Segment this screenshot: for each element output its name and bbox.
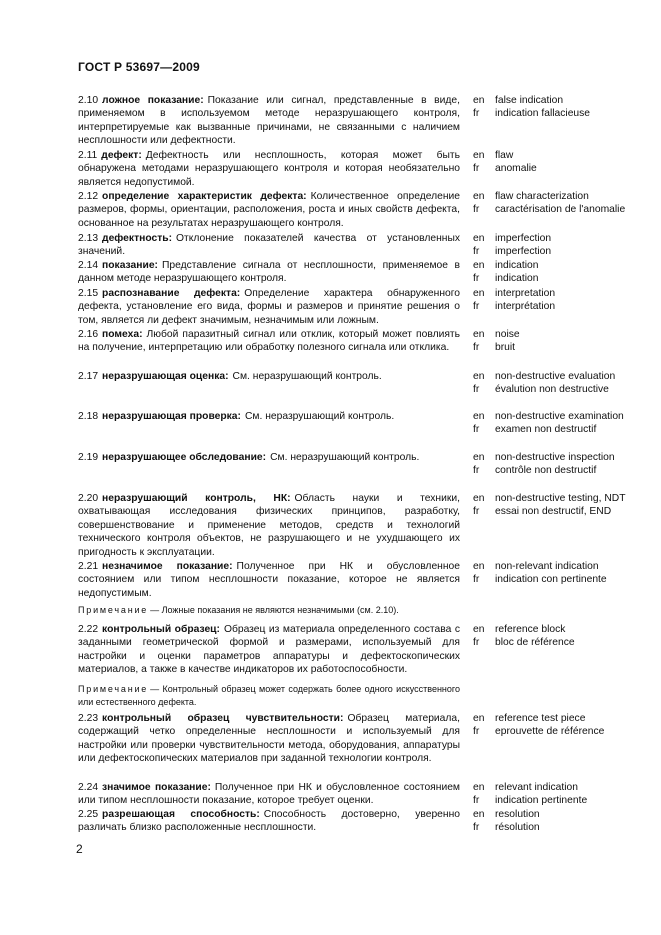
en-translation: en interpretation [473,288,556,299]
entry-translations [473,370,633,397]
entry-definition [78,232,460,259]
entry-term: помеха: [102,329,143,340]
entry-translations [473,623,633,650]
entry-number: 2.13 [78,233,99,244]
entry-term: незначимое показание: [102,561,233,572]
en-translation: en non-destructive testing, NDT [473,493,626,504]
en-translation: en non-destructive examination [473,411,624,422]
en-translation: en relevant indication [473,782,578,793]
lang-code-en: en [473,95,485,106]
page-number: 2 [76,842,83,856]
entry-term: контрольный образец: [102,624,220,635]
en-translation: en non-destructive inspection [473,452,615,463]
fr-translation: fr bruit [473,342,516,354]
entry-translations [473,232,633,259]
en-translation: en non-relevant indication [473,561,599,572]
en-translation: en noise [473,329,520,340]
entry-definition [78,370,460,383]
entry-text: Способность достоверно, уверенно различать близко расположенные несплошности. [78,809,460,834]
fr-translation: fr imperfection [473,246,552,258]
note-text: — Ложные показания не являются незначимыми (см. 2.10). [150,605,399,615]
entry-definition [78,287,460,327]
note-label: Примечание [78,605,149,615]
entry-number: 2.20 [78,493,99,504]
fr-translation: fr indication pertinente [473,795,588,807]
entry-text: Представление сигнала от несплошности, применяемое в данном методе неразрушающего контроля. [78,260,460,285]
entry-translations [473,190,633,217]
entry-term: ложное показание: [102,95,204,106]
entry-definition [78,808,460,835]
entry-number: 2.22 [78,624,99,635]
fr-translation: fr eprouvette de référence [473,726,605,738]
entry-definition [78,149,460,189]
entry-translations [473,451,633,478]
entry-translations [473,492,633,519]
entry-number: 2.10 [78,95,99,106]
entry-translations [473,781,633,808]
entry-text: Образец из материала определенного состава с заданными геометрической формой и размерами, используемый для настройки и оценки параметров аппаратуры и дефектоскопических материалов, а также в качестве индикаторов их работоспособности. [78,624,460,676]
entry-text: Полученное при НК и обусловленное состоянием или типом несплошности показание, которое не является недопустимым. [78,561,460,599]
entry-definition [78,623,460,677]
entry-number: 2.24 [78,782,99,793]
entry-number: 2.25 [78,809,99,820]
entry-definition [78,328,460,355]
entry-term: неразрушающая оценка: [102,371,229,382]
fr-translation: fr contrôle non destructif [473,465,597,477]
fr-translation: fr essai non destructif, END [473,506,612,518]
entry-translations [473,259,633,286]
entry-number: 2.18 [78,411,99,422]
fr-translation: fr bloc de référence [473,637,575,649]
entry-term: распознавание дефекта: [102,288,241,299]
entry-term: неразрушающий контроль, НК: [102,493,291,504]
entry-text: Показание или сигнал, представленные в виде, применяемом в используемом методе неразрушающего контроля, интерпретируемые как вызванные причинами, не связанными с наличием несплошности или дефектности. [78,95,460,147]
entry-term: определение характеристик дефекта: [102,191,307,202]
entry-definition [78,94,460,148]
fr-translation: fr indication fallacieuse [473,108,591,120]
entry-number: 2.12 [78,191,99,202]
entry-term: дефект: [101,150,142,161]
en-translation: en flaw characterization [473,191,589,202]
en-translation: en false indication [473,95,564,106]
entry-translations [473,560,633,587]
entry-number: 2.14 [78,260,99,271]
entry-term: значимое показание: [102,782,211,793]
note-2-22 [78,683,460,708]
entry-number: 2.15 [78,288,99,299]
entry-text: Полученное при НК и обусловленное состоянием или типом несплошности показание, которое требует оценки. [78,782,461,807]
entry-text: Область науки и техники, охватывающая исследования физических принципов, разработку, совершенствование и применение методов, средств и технологий технического контроля объектов, не разрушающего и не ухудшающего их пригодность к эксплуатации. [78,493,460,558]
entry-definition [78,492,460,559]
entry-definition [78,560,460,600]
note-text: — Контрольный образец может содержать более одного искусственного или естественного дефекта. [78,684,460,707]
fr-translation: fr indication con pertinente [473,574,607,586]
entry-text: См. неразрушающий контроль. [244,411,395,422]
entry-text: Любой паразитный сигнал или отклик, который может повлиять на получение, интерпретацию или обработку полезного сигнала или отклика. [78,329,460,354]
entry-number: 2.21 [78,561,99,572]
entry-term: контрольный образец чувствительности: [102,713,344,724]
fr-translation: fr anomalie [473,163,537,175]
en-translation: en reference test piece [473,713,586,724]
entry-term: неразрушающее обследование: [102,452,267,463]
entry-text: См. неразрушающий контроль. [232,371,382,382]
entry-translations [473,712,633,739]
entry-definition [78,410,460,423]
entry-definition [78,712,460,766]
en-translation: en resolution [473,809,540,820]
entry-term: показание: [102,260,158,271]
entry-definition [78,451,460,464]
entry-translations [473,149,633,176]
fr-translation: fr résolution [473,822,540,834]
entry-text: Количественное определение размеров, формы, ориентации, расположения, роста и иных свойств дефекта, основанное на результатах неразрушающего контроля. [78,191,460,229]
entry-number: 2.16 [78,329,99,340]
entry-translations [473,808,633,835]
entry-term: разрешающая способность: [102,809,260,820]
note-2-21 [78,604,460,617]
entry-text: Отклонение показателей качества от установленных значений. [78,233,460,258]
entry-number: 2.23 [78,713,99,724]
entry-term: неразрушающая проверка: [102,411,241,422]
fr-translation: fr évalution non destructive [473,384,609,396]
entry-text: Дефектность или несплошность, которая может быть обнаружена методами неразрушающего контроля и которая необязательно является недопустимой. [78,150,460,188]
en-translation: en indication [473,260,539,271]
fr-translation: fr interprétation [473,301,556,313]
entry-definition [78,259,460,286]
en-translation: en imperfection [473,233,552,244]
entry-translations [473,94,633,121]
en-translation: en flaw [473,150,514,161]
entry-definition [78,190,460,230]
fr-translation: fr indication [473,273,539,285]
page-header: ГОСТ Р 53697—2009 [78,60,200,74]
entry-translations [473,328,633,355]
fr-translation: fr examen non destructif [473,424,597,436]
entry-text: Определение характера обнаруженного дефекта, установление его вида, формы и размеров и принятие решения о том, является ли дефект значимым, незначимым или ложным. [78,288,460,326]
note-label: Примечание [78,684,149,694]
entry-translations [473,410,633,437]
lang-code-fr: fr [473,108,480,120]
entry-text: Образец материала, содержащий четко определенные несплошности и используемый для настройки или проверки чувствительности метода, оборудования, аппаратуры или дефектоскопических материалов при заданной технологии контроля. [78,713,460,765]
entry-text: См. неразрушающий контроль. [270,452,420,463]
entry-number: 2.17 [78,371,99,382]
en-translation: en reference block [473,624,566,635]
entry-translations [473,287,633,314]
fr-translation: fr caractérisation de l'anomalie [473,204,626,216]
entry-number: 2.11 [78,150,98,161]
entry-definition [78,781,460,808]
entry-number: 2.19 [78,452,99,463]
en-translation: en non-destructive evaluation [473,371,616,382]
entry-term: дефектность: [102,233,173,244]
